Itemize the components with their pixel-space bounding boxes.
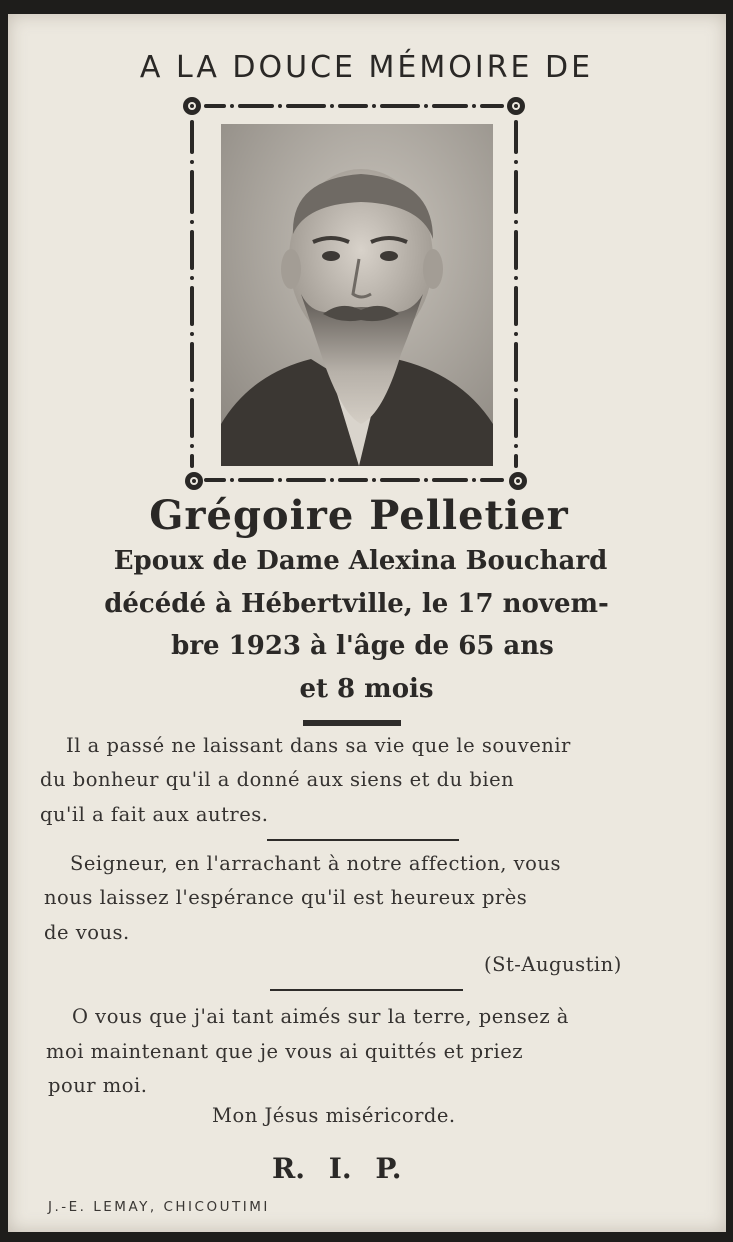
corner-flower-icon	[509, 472, 527, 490]
divider	[303, 720, 401, 726]
death-line-3: et 8 mois	[299, 674, 434, 704]
death-line-2: bre 1923 à l'âge de 65 ans	[171, 631, 554, 661]
memorial-heading: A LA DOUCE MÉMOIRE DE	[139, 50, 594, 85]
death-line-1: décédé à Hébertville, le 17 novem-	[104, 589, 609, 619]
paragraph1-line1: Il a passé ne laissant dans sa vie que le souvenir	[66, 734, 571, 757]
deceased-name: Grégoire Pelletier	[149, 492, 569, 539]
divider	[270, 989, 463, 991]
paragraph3-line2: moi maintenant que je vous ai quittés et priez	[46, 1040, 524, 1063]
portrait-icon	[221, 124, 493, 466]
paragraph1-line3: qu'il a fait aux autres.	[40, 803, 269, 826]
paragraph2-line3: de vous.	[44, 921, 130, 944]
attribution: (St-Augustin)	[484, 953, 622, 976]
paragraph2-line1: Seigneur, en l'arrachant à notre affection, vous	[70, 852, 561, 875]
corner-flower-icon	[183, 97, 201, 115]
paragraph3-line3: pour moi.	[48, 1074, 148, 1097]
paragraph3-line1: O vous que j'ai tant aimés sur la terre, pensez à	[72, 1005, 569, 1028]
rip-text: R. I. P.	[272, 1152, 402, 1185]
paragraph2-line2: nous laissez l'espérance qu'il est heureux près	[44, 886, 528, 909]
invocation: Mon Jésus miséricorde.	[212, 1104, 456, 1127]
spouse-line: Epoux de Dame Alexina Bouchard	[113, 546, 608, 576]
corner-flower-icon	[507, 97, 525, 115]
frame-left-rail	[190, 120, 194, 468]
paragraph1-line2: du bonheur qu'il a donné aux siens et du bien	[40, 768, 515, 791]
divider	[267, 839, 459, 841]
frame-bottom-rail	[204, 478, 504, 482]
frame-right-rail	[514, 120, 518, 468]
printer-credit: J.-E. LEMAY, CHICOUTIMI	[48, 1199, 270, 1215]
frame-top-rail	[204, 104, 504, 108]
corner-flower-icon	[185, 472, 203, 490]
portrait-photo	[221, 124, 493, 466]
